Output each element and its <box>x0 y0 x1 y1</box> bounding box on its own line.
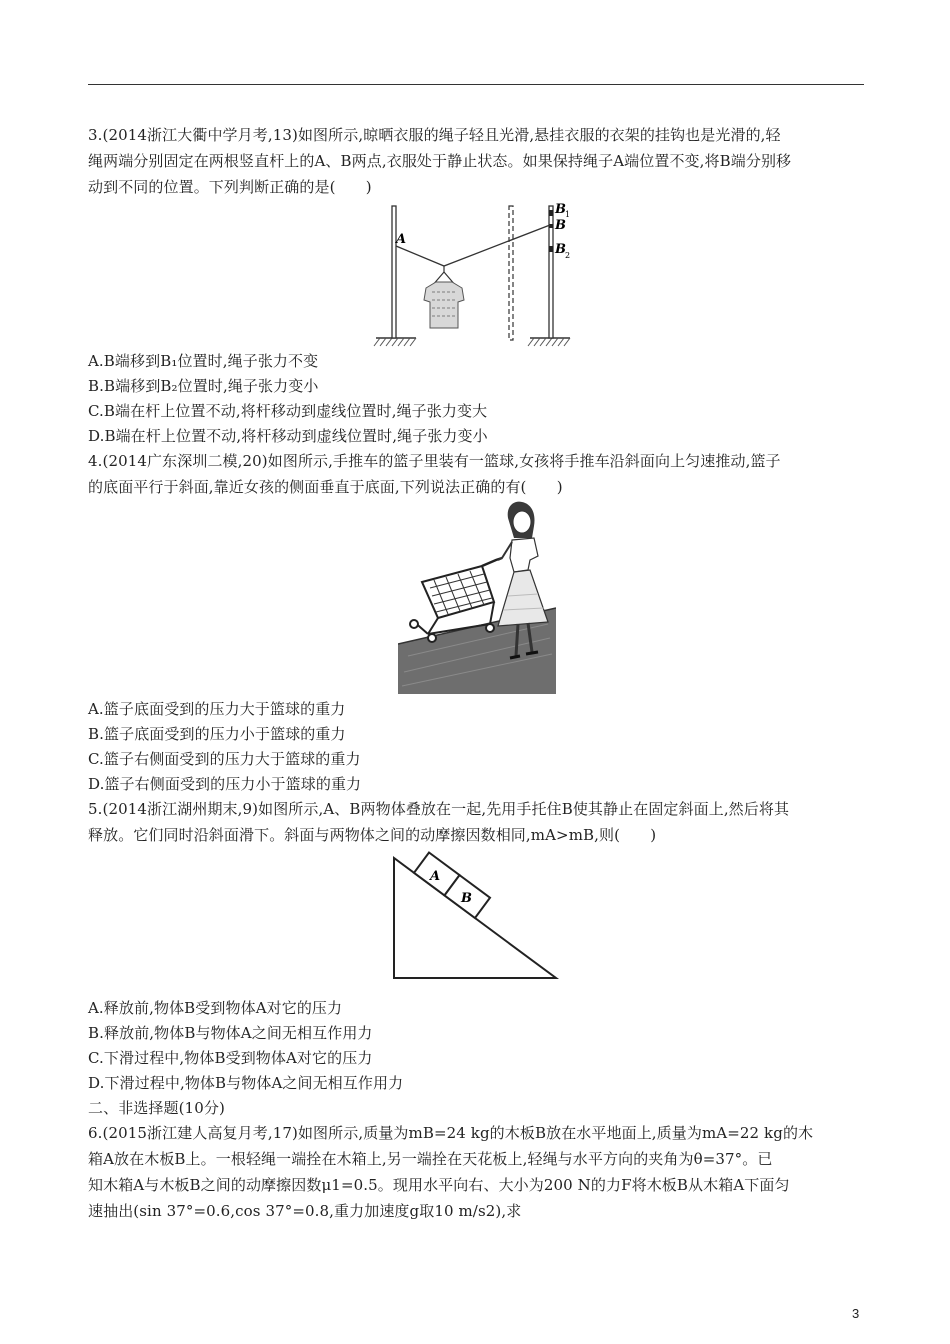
q3-option-d: D.B端在杆上位置不动,将杆移动到虚线位置时,绳子张力变小 <box>88 427 488 445</box>
label-b: B <box>555 218 566 233</box>
q3-line-3: 动到不同的位置。下列判断正确的是( ) <box>88 178 372 196</box>
label-b1: B <box>555 202 566 217</box>
q3-option-c: C.B端在杆上位置不动,将杆移动到虚线位置时,绳子张力变大 <box>88 402 488 420</box>
q6-line-4: 速抽出(sin 37°=0.6,cos 37°=0.8,重力加速度g取10 m/s2),求 <box>88 1202 522 1220</box>
q4-option-b: B.篮子底面受到的压力小于篮球的重力 <box>88 725 346 743</box>
q3-option-a: A.B端移到B₁位置时,绳子张力不变 <box>88 352 319 370</box>
q4-line-2: 的底面平行于斜面,靠近女孩的侧面垂直于底面,下列说法正确的有( ) <box>88 478 563 496</box>
q4-option-a: A.篮子底面受到的压力大于篮球的重力 <box>88 700 346 718</box>
q5-option-b: B.释放前,物体B与物体A之间无相互作用力 <box>88 1024 373 1042</box>
q4-shopping-cart-figure <box>398 496 556 694</box>
page-number: 3 <box>852 1306 860 1321</box>
q6-line-3: 知木箱A与木板B之间的动摩擦因数μ1=0.5。现用水平向右、大小为200 N的力F将木板B从木箱A下面匀 <box>88 1176 790 1194</box>
q5-line-2: 释放。它们同时沿斜面滑下。斜面与两物体之间的动摩擦因数相同,mA>mB,则( ) <box>88 826 657 844</box>
q4-option-c: C.篮子右侧面受到的压力大于篮球的重力 <box>88 750 361 768</box>
q3-line-2: 绳两端分别固定在两根竖直杆上的A、B两点,衣服处于静止状态。如果保持绳子A端位置不变,将B端分别移 <box>88 152 792 170</box>
label-b2: B <box>555 242 566 257</box>
block-a-label: A <box>430 869 441 884</box>
q3-option-b: B.B端移到B₂位置时,绳子张力变小 <box>88 377 319 395</box>
q5-option-d: D.下滑过程中,物体B与物体A之间无相互作用力 <box>88 1074 404 1092</box>
block-b-label: B <box>461 891 472 906</box>
section-heading: 二、非选择题(10分) <box>88 1099 225 1117</box>
header-rule <box>88 84 864 85</box>
q6-line-1: 6.(2015浙江建人高复月考,17)如图所示,质量为mB=24 kg的木板B放在水平地面上,质量为mA=22 kg的木 <box>88 1124 814 1142</box>
q5-option-c: C.下滑过程中,物体B受到物体A对它的压力 <box>88 1049 373 1067</box>
q3-line-1: 3.(2014浙江大衢中学月考,13)如图所示,晾晒衣服的绳子轻且光滑,悬挂衣服的衣架的挂钩也是光滑的,轻 <box>88 126 781 144</box>
label-b1-sub: 1 <box>565 210 571 219</box>
q5-line-1: 5.(2014浙江湖州期末,9)如图所示,A、B两物体叠放在一起,先用手托住B使其静止在固定斜面上,然后将其 <box>88 800 790 818</box>
label-b2-sub: 2 <box>565 251 571 260</box>
q3-clothesline-figure <box>370 196 590 352</box>
q5-option-a: A.释放前,物体B受到物体A对它的压力 <box>88 999 343 1017</box>
q4-line-1: 4.(2014广东深圳二模,20)如图所示,手推车的篮子里装有一篮球,女孩将手推车沿斜面向上匀速推动,篮子 <box>88 452 781 470</box>
q4-option-d: D.篮子右侧面受到的压力小于篮球的重力 <box>88 775 362 793</box>
q6-line-2: 箱A放在木板B上。一根轻绳一端拴在木箱上,另一端拴在天花板上,轻绳与水平方向的夹角为θ=37°。已 <box>88 1150 773 1168</box>
q5-incline-figure <box>390 844 562 984</box>
label-a: A <box>396 232 407 247</box>
